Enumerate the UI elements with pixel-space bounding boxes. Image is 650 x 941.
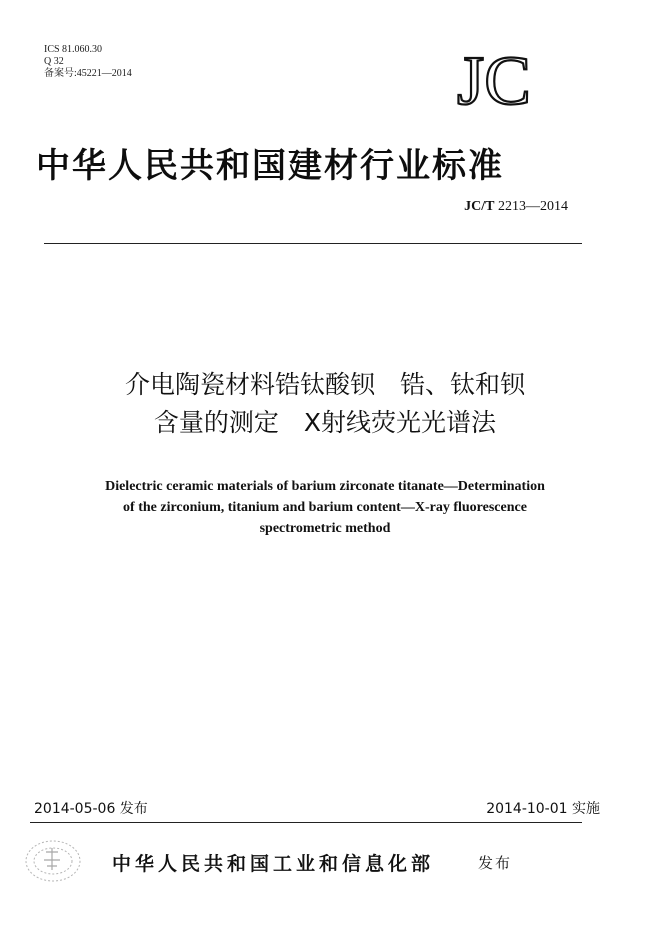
ccs-code: Q 32 (44, 56, 64, 67)
org-title: 中华人民共和国建材行业标准 (36, 146, 504, 186)
english-title-line-1: Dielectric ceramic materials of barium zirconate titanate—Determination (105, 479, 545, 494)
english-title-line-3: spectrometric method (259, 521, 391, 536)
classification-block (44, 44, 132, 80)
standard-code: 2213—2014 (498, 199, 568, 214)
publish-label: 发布 (478, 854, 513, 872)
jc-logo-text: JC (457, 43, 531, 114)
jc-logo (438, 42, 550, 114)
chinese-title (40, 366, 610, 442)
chinese-title-line-1: 介电陶瓷材料锆钛酸钡 锆、钛和钡 (124, 370, 525, 399)
ics-code: ICS 81.060.30 (44, 44, 103, 55)
filing-number: 备案号:45221—2014 (44, 68, 132, 79)
issue-date: 2014-05-06 发布 (34, 801, 148, 817)
top-divider (44, 243, 582, 244)
standard-number (396, 199, 568, 215)
chinese-title-line-2: 含量的测定 X射线荧光光谱法 (153, 408, 497, 437)
standard-prefix: JC/T (464, 199, 495, 214)
faint-seal-stamp (22, 836, 84, 886)
english-title-line-2: of the zirconium, titanium and barium content—X-ray fluorescence (123, 500, 527, 515)
bottom-divider (30, 822, 582, 823)
english-title (30, 476, 620, 539)
implementation-date: 2014-10-01 实施 (486, 801, 600, 817)
publisher-name: 中华人民共和国工业和信息化部 (112, 853, 435, 875)
